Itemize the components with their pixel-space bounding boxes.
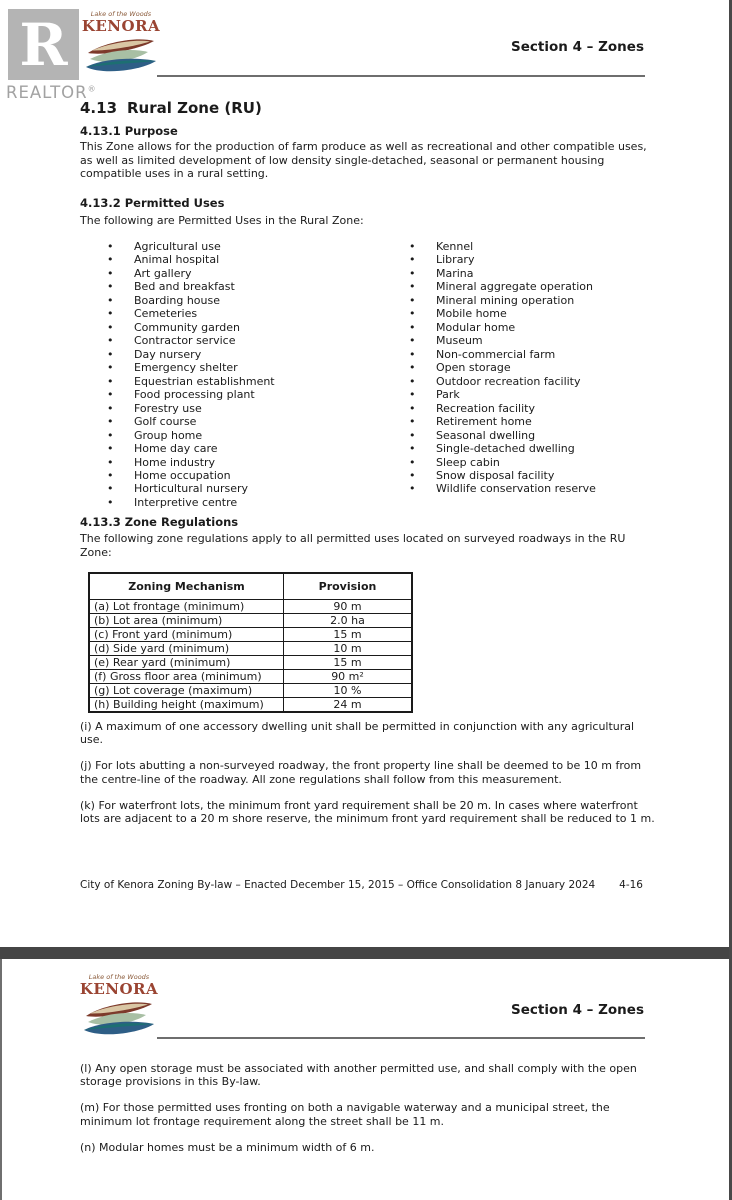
permitted-use-label: Marina [436, 266, 474, 280]
table-row [89, 698, 412, 713]
permitted-use-label: Retirement home [436, 415, 532, 429]
zoning-mechanism-cell: (b) Lot area (minimum) [89, 614, 284, 628]
permitted-uses-intro: The following are Permitted Uses in the Rural Zone: [80, 214, 364, 227]
zoning-mechanism-cell: (a) Lot frontage (minimum) [89, 600, 284, 614]
permitted-use-item [107, 240, 275, 253]
page-title [80, 99, 262, 117]
kenora-boat-icon [84, 35, 158, 79]
provision-cell: 15 m [284, 656, 413, 670]
bullet-icon: • [107, 401, 114, 415]
permitted-use-item [107, 429, 275, 442]
permitted-use-label: Sleep cabin [436, 455, 500, 469]
kenora-tagline: Lake of the Woods [90, 10, 152, 18]
permitted-use-label: Golf course [134, 415, 197, 429]
permitted-use-label: Boarding house [134, 293, 221, 307]
bullet-icon: • [107, 240, 114, 253]
permitted-use-label: Kennel [436, 240, 474, 253]
permitted-use-label: Cemeteries [134, 307, 198, 321]
permitted-use-label: Modular home [436, 320, 516, 334]
permitted-use-label: Wildlife conservation reserve [436, 482, 596, 496]
purpose-heading: 4.13.1 Purpose [80, 124, 178, 138]
bullet-icon: • [409, 307, 416, 321]
permitted-use-item [409, 267, 596, 280]
permitted-use-item [107, 469, 275, 482]
permitted-use-label: Emergency shelter [134, 361, 238, 375]
table-header-row [89, 573, 412, 600]
permitted-use-item [409, 402, 596, 415]
permitted-use-item [409, 294, 596, 307]
permitted-use-item [409, 321, 596, 334]
bullet-icon: • [107, 293, 114, 307]
page-number: 4-16 [619, 879, 643, 891]
zoning-mechanism-cell: (d) Side yard (minimum) [89, 642, 284, 656]
bullet-icon: • [409, 468, 416, 482]
zoning-mechanism-cell: (f) Gross floor area (minimum) [89, 670, 284, 684]
permitted-use-label: Seasonal dwelling [436, 428, 536, 442]
permitted-use-label: Day nursery [134, 347, 202, 361]
bullet-icon: • [107, 334, 114, 348]
realtor-r-letter: R [19, 10, 68, 79]
table-row [89, 600, 412, 614]
permitted-use-label: Forestry use [134, 401, 202, 415]
permitted-use-label: Park [436, 388, 460, 402]
bullet-icon: • [107, 388, 114, 402]
provision-cell: 24 m [284, 698, 413, 713]
bullet-icon: • [107, 253, 114, 267]
permitted-use-item [409, 456, 596, 469]
bullet-icon: • [409, 388, 416, 402]
bullet-icon: • [107, 361, 114, 375]
permitted-use-label: Group home [134, 428, 203, 442]
regulation-note: (j) For lots abutting a non-surveyed roadway, the front property line shall be deemed to be 10 m from the centre-line of the roadway. All zone regulations shall follow from this measurement. [80, 759, 642, 786]
regulation-note: (i) A maximum of one accessory dwelling unit shall be permitted in conjunction with any agricultural use. [80, 720, 635, 747]
bullet-icon: • [409, 334, 416, 348]
bullet-icon: • [107, 428, 114, 442]
permitted-use-item [409, 348, 596, 361]
table-row [89, 656, 412, 670]
permitted-use-item [107, 388, 275, 401]
permitted-uses-heading: 4.13.2 Permitted Uses [80, 196, 225, 210]
kenora-boat-icon [82, 998, 156, 1042]
bullet-icon: • [409, 293, 416, 307]
bullet-icon: • [409, 442, 416, 456]
kenora-wordmark: KENORA [81, 17, 161, 35]
bullet-icon: • [409, 455, 416, 469]
permitted-use-label: Mobile home [436, 307, 507, 321]
title-text: Rural Zone (RU) [127, 99, 262, 117]
permitted-use-item [409, 429, 596, 442]
table-row [89, 614, 412, 628]
bullet-icon: • [107, 455, 114, 469]
zone-regulations-intro: The following zone regulations apply to all permitted uses located on surveyed roadways in the RU Zone: [80, 532, 626, 559]
zoning-mechanism-header: Zoning Mechanism [89, 573, 284, 600]
permitted-use-item [107, 307, 275, 320]
bullet-icon: • [409, 240, 416, 253]
table-row [89, 684, 412, 698]
provision-cell: 2.0 ha [284, 614, 413, 628]
bullet-icon: • [107, 482, 114, 496]
permitted-use-item [107, 361, 275, 374]
bullet-icon: • [409, 347, 416, 361]
bullet-icon: • [409, 266, 416, 280]
permitted-use-item [107, 334, 275, 347]
permitted-use-label: Non-commercial farm [436, 347, 556, 361]
title-number: 4.13 [80, 99, 118, 117]
bullet-icon: • [107, 320, 114, 334]
zone-regulations-heading: 4.13.3 Zone Regulations [80, 515, 239, 529]
purpose-paragraph: This Zone allows for the production of farm produce as well as recreational and other compatible uses, as well as limited development of low density single-detached, seasonal or permanent housing compatible uses in a rural setting. [80, 140, 647, 180]
permitted-use-item [409, 240, 596, 253]
bullet-icon: • [107, 495, 114, 509]
permitted-use-label: Mineral aggregate operation [436, 280, 593, 294]
permitted-use-label: Animal hospital [134, 253, 220, 267]
regulation-note: (l) Any open storage must be associated with another permitted use, and shall comply with the open storage provisions in this By-law. [80, 1062, 637, 1089]
zoning-mechanism-cell: (c) Front yard (minimum) [89, 628, 284, 642]
page-separator-bar [0, 947, 732, 959]
permitted-use-label: Home day care [134, 442, 218, 456]
permitted-uses-left-column [107, 240, 275, 509]
permitted-use-item [107, 294, 275, 307]
permitted-uses-right-column [409, 240, 596, 496]
zoning-mechanism-cell: (e) Rear yard (minimum) [89, 656, 284, 670]
bullet-icon: • [107, 280, 114, 294]
bullet-icon: • [107, 442, 114, 456]
bullet-icon: • [409, 320, 416, 334]
permitted-use-item [107, 267, 275, 280]
permitted-use-label: Mineral mining operation [436, 293, 575, 307]
kenora-logo [78, 974, 160, 1042]
kenora-wordmark: KENORA [79, 980, 159, 998]
provision-header: Provision [284, 573, 413, 600]
bullet-icon: • [107, 468, 114, 482]
permitted-use-label: Single-detached dwelling [436, 442, 575, 456]
permitted-use-item [409, 442, 596, 455]
bullet-icon: • [409, 374, 416, 388]
permitted-use-label: Horticultural nursery [134, 482, 249, 496]
provision-cell: 90 m² [284, 670, 413, 684]
permitted-use-item [107, 280, 275, 293]
permitted-use-item [107, 456, 275, 469]
page2-header-rule [157, 1037, 645, 1039]
provision-cell: 10 m [284, 642, 413, 656]
kenora-tagline: Lake of the Woods [88, 973, 150, 981]
bullet-icon: • [409, 415, 416, 429]
permitted-use-item [107, 402, 275, 415]
regulation-note: (m) For those permitted uses fronting on both a navigable waterway and a municipal street, the minimum lot frontage requirement along the street shall be 11 m. [80, 1101, 610, 1128]
permitted-use-label: Art gallery [134, 266, 192, 280]
provision-cell: 10 % [284, 684, 413, 698]
table-row [89, 670, 412, 684]
realtor-block-icon [8, 9, 79, 80]
permitted-use-label: Bed and breakfast [134, 280, 235, 294]
page1-footer [80, 879, 643, 891]
bullet-icon: • [107, 415, 114, 429]
permitted-use-item [107, 321, 275, 334]
permitted-use-label: Outdoor recreation facility [436, 374, 581, 388]
table-row [89, 628, 412, 642]
permitted-use-item [107, 253, 275, 266]
bullet-icon: • [107, 307, 114, 321]
permitted-use-label: Home occupation [134, 468, 231, 482]
regulation-notes-continued [80, 1062, 658, 1167]
permitted-use-item [409, 307, 596, 320]
permitted-use-item [409, 482, 596, 495]
permitted-use-item [107, 348, 275, 361]
permitted-use-item [409, 334, 596, 347]
registered-mark: ® [87, 84, 97, 94]
permitted-use-label: Community garden [134, 320, 240, 334]
zone-regulations-table [88, 572, 413, 713]
provision-cell: 15 m [284, 628, 413, 642]
footer-text: City of Kenora Zoning By-law – Enacted December 15, 2015 – Office Consolidation 8 January 2024 [80, 879, 596, 891]
zoning-mechanism-cell: (g) Lot coverage (maximum) [89, 684, 284, 698]
permitted-use-label: Interpretive centre [134, 495, 238, 509]
bullet-icon: • [409, 401, 416, 415]
page1-header-rule [157, 75, 645, 77]
kenora-logo [80, 11, 162, 79]
permitted-use-label: Contractor service [134, 334, 236, 348]
permitted-use-label: Museum [436, 334, 483, 348]
permitted-use-item [107, 442, 275, 455]
permitted-use-label: Recreation facility [436, 401, 535, 415]
provision-cell: 90 m [284, 600, 413, 614]
page2-left-edge [0, 959, 2, 1200]
regulation-note: (k) For waterfront lots, the minimum front yard requirement shall be 20 m. In cases where waterfront lots are adjacent to a 20 m shore reserve, the minimum front yard requirement shall be reduced to 1 m. [80, 798, 655, 826]
permitted-use-item [107, 496, 275, 509]
permitted-use-label: Equestrian establishment [134, 374, 275, 388]
permitted-use-item [409, 415, 596, 428]
realtor-wordmark-text: REALTOR [6, 83, 88, 102]
bullet-icon: • [409, 280, 416, 294]
permitted-use-label: Snow disposal facility [436, 468, 555, 482]
regulation-notes [80, 720, 658, 838]
permitted-use-item [107, 482, 275, 495]
bullet-icon: • [107, 374, 114, 388]
permitted-use-label: Food processing plant [134, 388, 255, 402]
regulation-note: (n) Modular homes must be a minimum width of 6 m. [80, 1140, 375, 1154]
permitted-use-item [409, 361, 596, 374]
permitted-use-item [409, 375, 596, 388]
permitted-use-item [107, 375, 275, 388]
permitted-use-label: Agricultural use [134, 240, 221, 253]
page2-section-header: Section 4 – Zones [511, 1002, 644, 1018]
bullet-icon: • [409, 482, 416, 496]
bullet-icon: • [107, 347, 114, 361]
permitted-use-label: Home industry [134, 455, 216, 469]
permitted-use-item [409, 253, 596, 266]
zoning-mechanism-cell: (h) Building height (maximum) [89, 698, 284, 713]
permitted-use-item [409, 280, 596, 293]
permitted-use-item [409, 469, 596, 482]
table-row [89, 642, 412, 656]
bullet-icon: • [409, 361, 416, 375]
page1-section-header: Section 4 – Zones [511, 39, 644, 55]
permitted-use-label: Open storage [436, 361, 511, 375]
permitted-use-item [107, 415, 275, 428]
bullet-icon: • [409, 253, 416, 267]
permitted-use-item [409, 388, 596, 401]
bullet-icon: • [409, 428, 416, 442]
permitted-use-label: Library [436, 253, 475, 267]
bullet-icon: • [107, 266, 114, 280]
